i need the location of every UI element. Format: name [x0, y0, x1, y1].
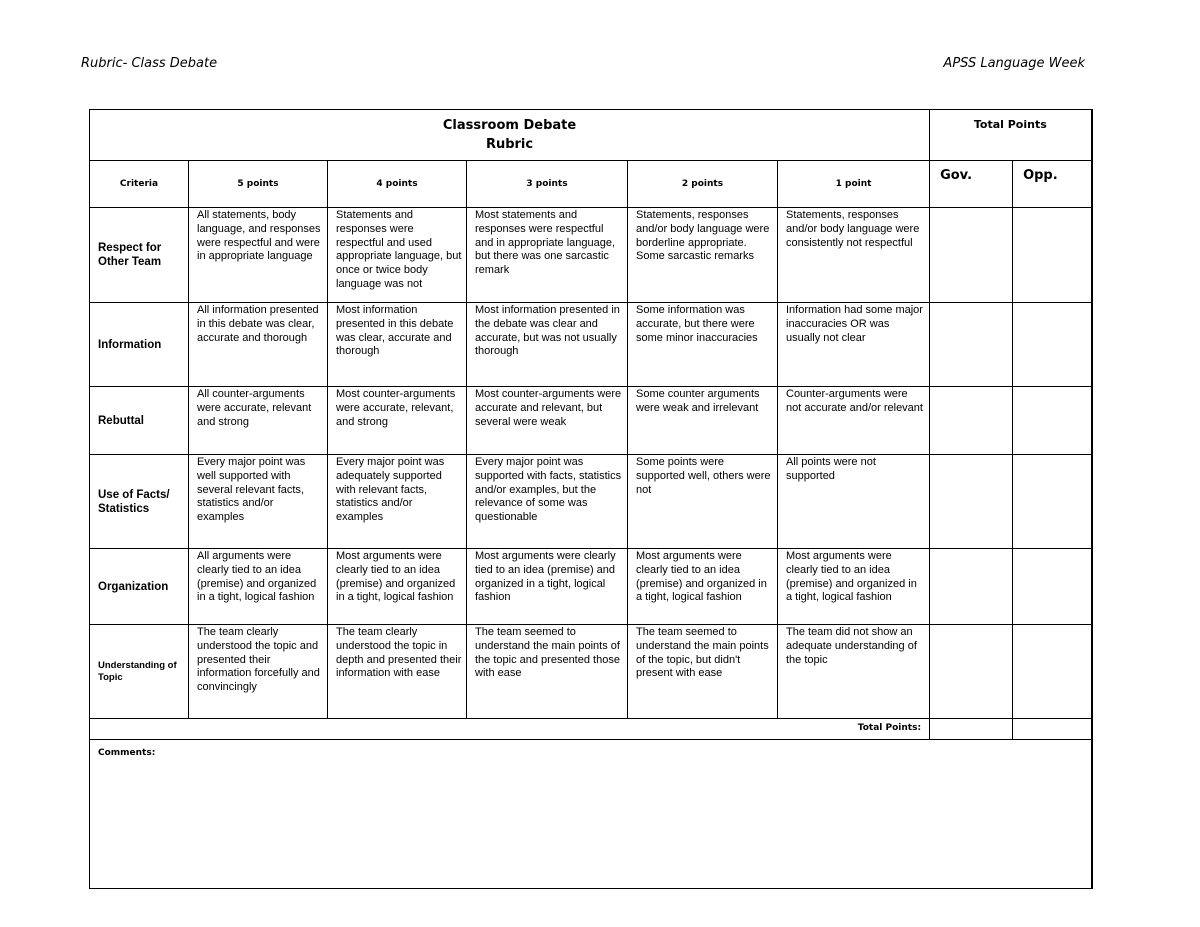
opp-score-cell[interactable]	[1013, 455, 1092, 549]
col-5-points: 5 points	[189, 161, 328, 208]
rubric-table	[89, 109, 1093, 889]
opp-score-cell[interactable]	[1013, 549, 1092, 625]
table-row	[90, 549, 1092, 625]
descriptor-cell: Some information was accurate, but there were some minor inaccuracies	[628, 303, 778, 387]
descriptor-cell: Most counter-arguments were accurate and relevant, but several were weak	[467, 387, 628, 455]
criteria-label: Rebuttal	[90, 387, 189, 455]
opp-score-cell[interactable]	[1013, 208, 1092, 303]
col-gov: Gov.	[930, 161, 1013, 208]
opp-score-cell[interactable]	[1013, 303, 1092, 387]
descriptor-cell: Statements, responses and/or body language were borderline appropriate. Some sarcastic remarks	[628, 208, 778, 303]
col-3-points: 3 points	[467, 161, 628, 208]
comments-row	[90, 740, 1092, 889]
descriptor-cell: Every major point was well supported with several relevant facts, statistics and/or examples	[189, 455, 328, 549]
descriptor-cell: Every major point was supported with facts, statistics and/or examples, but the relevance of some was questionable	[467, 455, 628, 549]
table-row	[90, 625, 1092, 719]
title-row	[90, 110, 1092, 161]
descriptor-cell: Most information presented in the debate was clear and accurate, but was not usually thorough	[467, 303, 628, 387]
descriptor-cell: Information had some major inaccuracies OR was usually not clear	[778, 303, 930, 387]
column-header-row	[90, 161, 1092, 208]
table-title	[90, 110, 930, 161]
total-points-header: Total Points	[930, 110, 1092, 161]
gov-score-cell[interactable]	[930, 549, 1013, 625]
col-1-point: 1 point	[778, 161, 930, 208]
descriptor-cell: The team seemed to understand the main points of the topic and presented those with ease	[467, 625, 628, 719]
descriptor-cell: Most information presented in this debate was clear, accurate and thorough	[328, 303, 467, 387]
opp-score-cell[interactable]	[1013, 387, 1092, 455]
descriptor-cell: All arguments were clearly tied to an idea (premise) and organized in a tight, logical fashion	[189, 549, 328, 625]
col-criteria: Criteria	[90, 161, 189, 208]
criteria-label: Understanding of Topic	[90, 625, 189, 719]
col-4-points: 4 points	[328, 161, 467, 208]
opp-total-points[interactable]	[1013, 719, 1092, 740]
descriptor-cell: Statements and responses were respectful and used appropriate language, but once or twice body language was not	[328, 208, 467, 303]
descriptor-cell: All statements, body language, and responses were respectful and were in appropriate language	[189, 208, 328, 303]
table-row	[90, 455, 1092, 549]
comments-label: Comments:	[98, 748, 156, 758]
title-line-2: Rubric	[485, 137, 534, 152]
gov-score-cell[interactable]	[930, 208, 1013, 303]
descriptor-cell: Some counter arguments were weak and irrelevant	[628, 387, 778, 455]
descriptor-cell: Most arguments were clearly tied to an idea (premise) and organized in a tight, logical fashion	[778, 549, 930, 625]
criteria-label: Information	[90, 303, 189, 387]
col-2-points: 2 points	[628, 161, 778, 208]
descriptor-cell: All points were not supported	[778, 455, 930, 549]
table-row	[90, 387, 1092, 455]
descriptor-cell: Every major point was adequately supported with relevant facts, statistics and/or examples	[328, 455, 467, 549]
header-left-title: Rubric- Class Debate	[81, 56, 218, 71]
descriptor-cell: The team did not show an adequate understanding of the topic	[778, 625, 930, 719]
gov-score-cell[interactable]	[930, 303, 1013, 387]
descriptor-cell: Most counter-arguments were accurate, relevant, and strong	[328, 387, 467, 455]
table-row	[90, 208, 1092, 303]
descriptor-cell: The team clearly understood the topic and presented their information forcefully and convincingly	[189, 625, 328, 719]
descriptor-cell: All counter-arguments were accurate, relevant and strong	[189, 387, 328, 455]
criteria-label: Use of Facts/ Statistics	[90, 455, 189, 549]
descriptor-cell: Most arguments were clearly tied to an idea (premise) and organized in a tight, logical fashion	[328, 549, 467, 625]
descriptor-cell: The team seemed to understand the main points of the topic, but didn't present with ease	[628, 625, 778, 719]
descriptor-cell: Most statements and responses were respectful and in appropriate language, but there was one sarcastic remark	[467, 208, 628, 303]
descriptor-cell: Most arguments were clearly tied to an idea (premise) and organized in a tight, logical fashion	[467, 549, 628, 625]
descriptor-cell: Most arguments were clearly tied to an idea (premise) and organized in a tight, logical fashion	[628, 549, 778, 625]
gov-total-points[interactable]	[930, 719, 1013, 740]
col-opp: Opp.	[1013, 161, 1092, 208]
table-row	[90, 303, 1092, 387]
criteria-label: Organization	[90, 549, 189, 625]
comments-box[interactable]	[90, 740, 1092, 889]
gov-score-cell[interactable]	[930, 625, 1013, 719]
opp-score-cell[interactable]	[1013, 625, 1092, 719]
descriptor-cell: All information presented in this debate was clear, accurate and thorough	[189, 303, 328, 387]
descriptor-cell: Statements, responses and/or body language were consistently not respectful	[778, 208, 930, 303]
total-points-row	[90, 719, 1092, 740]
descriptor-cell: Counter-arguments were not accurate and/or relevant	[778, 387, 930, 455]
title-line-1: Classroom Debate	[442, 118, 577, 133]
total-points-label: Total Points:	[90, 719, 930, 740]
descriptor-cell: The team clearly understood the topic in depth and presented their information with ease	[328, 625, 467, 719]
gov-score-cell[interactable]	[930, 455, 1013, 549]
criteria-label: Respect for Other Team	[90, 208, 189, 303]
gov-score-cell[interactable]	[930, 387, 1013, 455]
header-right-title: APSS Language Week	[943, 56, 1085, 71]
descriptor-cell: Some points were supported well, others were not	[628, 455, 778, 549]
